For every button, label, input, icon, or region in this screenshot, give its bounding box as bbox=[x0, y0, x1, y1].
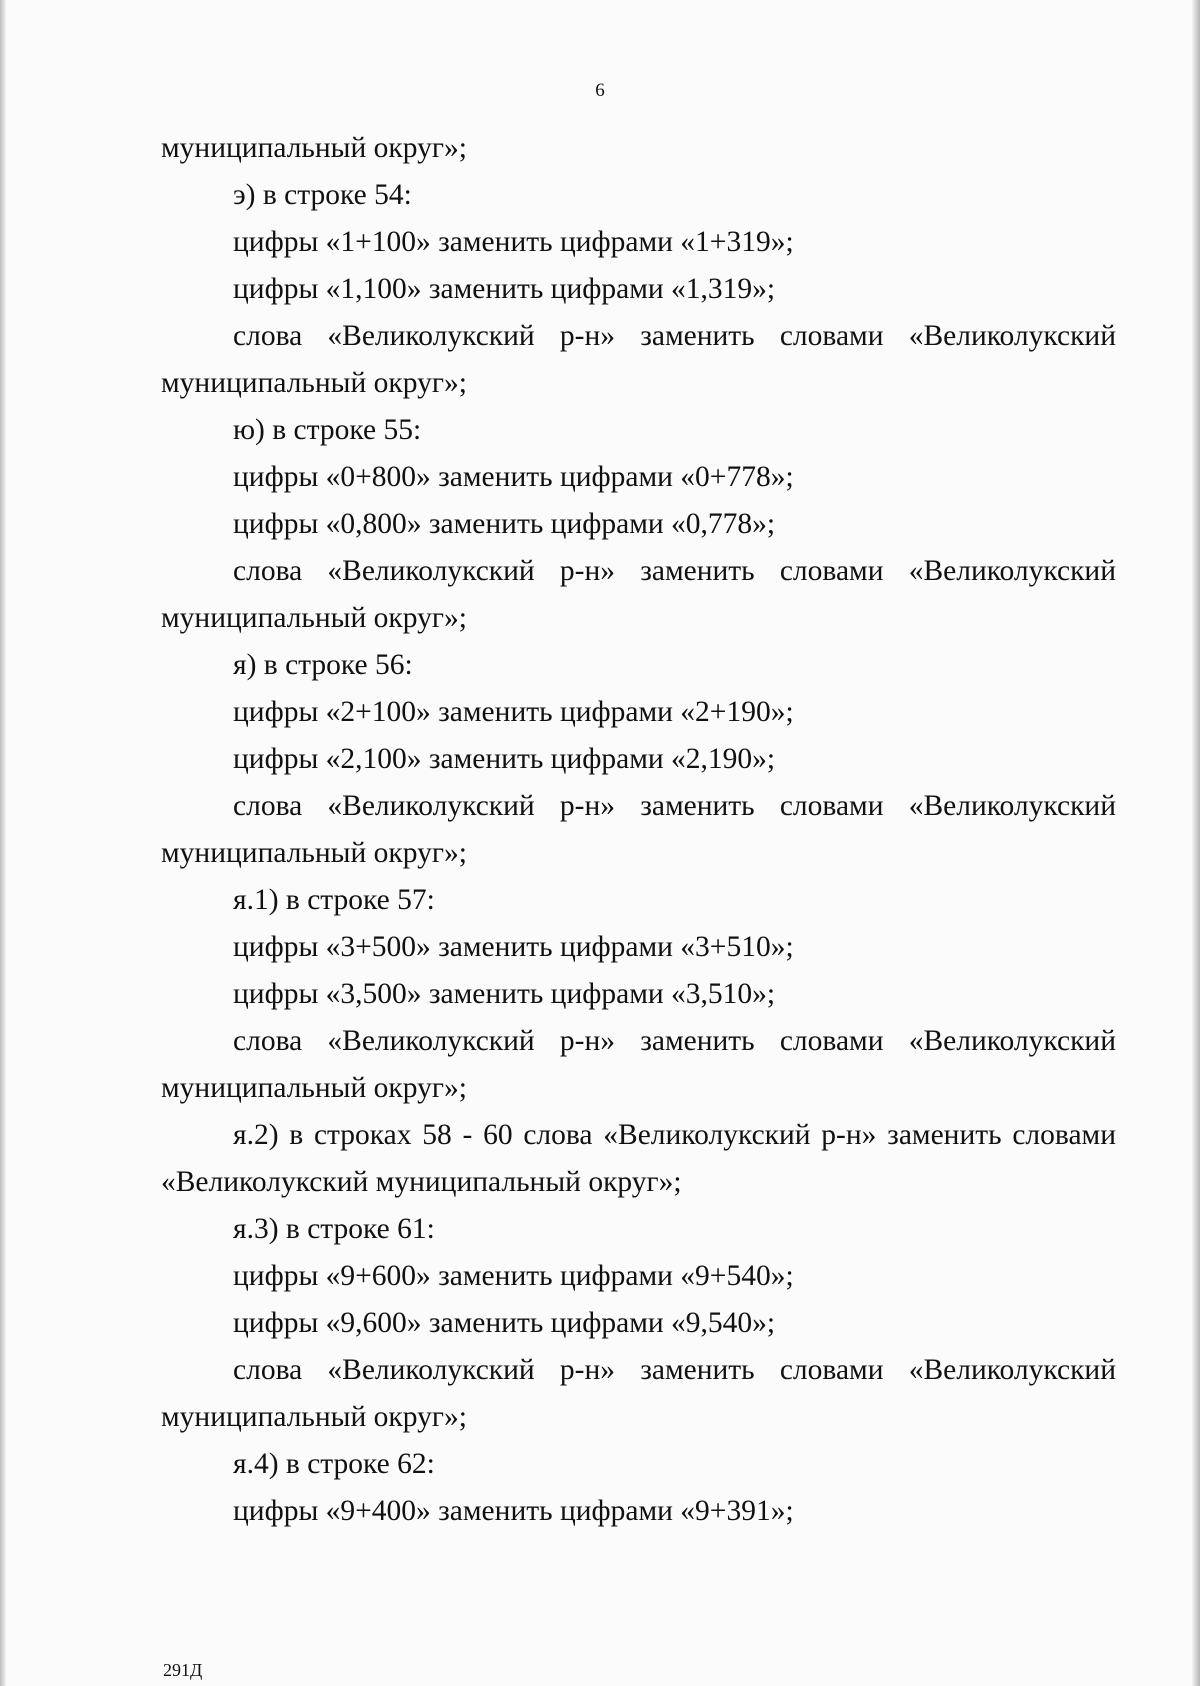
paragraph: цифры «9+400» заменить цифрами «9+391»; bbox=[233, 1495, 794, 1527]
paragraph: я.1) в строке 57: bbox=[233, 884, 435, 916]
paragraph: цифры «3+500» заменить цифрами «3+510»; bbox=[233, 931, 794, 963]
paragraph: я) в строке 56: bbox=[233, 649, 413, 681]
paragraph: цифры «0,800» заменить цифрами «0,778»; bbox=[233, 508, 776, 540]
paragraph: цифры «2+100» заменить цифрами «2+190»; bbox=[233, 696, 794, 728]
paragraph: цифры «9+600» заменить цифрами «9+540»; bbox=[233, 1260, 794, 1292]
scan-edge-right bbox=[1192, 0, 1200, 1686]
paragraph: цифры «2,100» заменить цифрами «2,190»; bbox=[233, 743, 776, 775]
paragraph: цифры «3,500» заменить цифрами «3,510»; bbox=[233, 978, 776, 1010]
paragraph: слова «Великолукский р-н» заменить словами «Великолукский муниципальный округ»; bbox=[161, 1354, 1116, 1433]
paragraph: цифры «0+800» заменить цифрами «0+778»; bbox=[233, 461, 794, 493]
paragraph: цифры «1,100» заменить цифрами «1,319»; bbox=[233, 273, 776, 305]
paragraph: э) в строке 54: bbox=[233, 179, 412, 211]
paragraph: цифры «9,600» заменить цифрами «9,540»; bbox=[233, 1307, 776, 1339]
paragraph: муниципальный округ»; bbox=[161, 132, 467, 164]
document-code: 291Д bbox=[163, 1660, 203, 1680]
paragraph: ю) в строке 55: bbox=[233, 414, 422, 446]
document-body bbox=[161, 125, 1116, 1535]
scan-edge-left bbox=[0, 0, 6, 1686]
paragraph: слова «Великолукский р-н» заменить словами «Великолукский муниципальный округ»; bbox=[161, 790, 1116, 869]
page-number: 6 bbox=[595, 80, 605, 101]
paragraph: я.2) в строках 58 - 60 слова «Великолукский р-н» заменить словами «Великолукский муниципальный округ»; bbox=[161, 1119, 1116, 1198]
paragraph: цифры «1+100» заменить цифрами «1+319»; bbox=[233, 226, 794, 258]
paragraph: слова «Великолукский р-н» заменить словами «Великолукский муниципальный округ»; bbox=[161, 1025, 1116, 1104]
paragraph: я.3) в строке 61: bbox=[233, 1213, 435, 1245]
paragraph: слова «Великолукский р-н» заменить словами «Великолукский муниципальный округ»; bbox=[161, 555, 1116, 634]
paragraph: я.4) в строке 62: bbox=[233, 1448, 435, 1480]
paragraph: слова «Великолукский р-н» заменить словами «Великолукский муниципальный округ»; bbox=[161, 320, 1116, 399]
